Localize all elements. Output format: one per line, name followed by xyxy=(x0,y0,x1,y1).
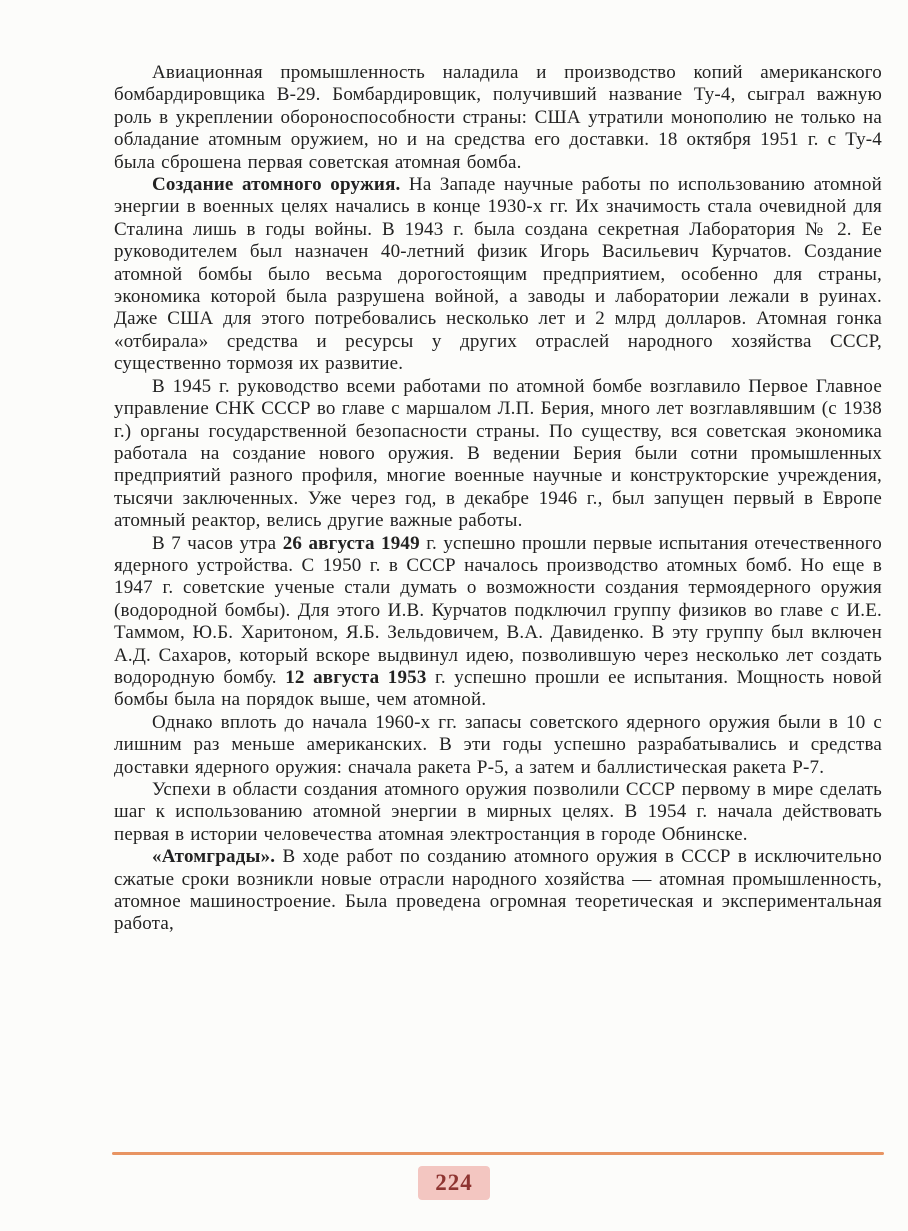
text-segment: г. успешно прошли ее испытания. Мощность новой бомбы была на порядок выше, чем атомной. xyxy=(114,666,882,711)
bold-text-segment: Создание атомного оружия. xyxy=(152,174,401,196)
bold-text-segment: «Атомграды». xyxy=(152,846,276,868)
paragraph xyxy=(114,779,882,846)
paragraph xyxy=(114,174,882,376)
text-segment: Однако вплоть до начала 1960-х гг. запасы советского ядерного оружия были в 10 с лишним раз меньше американских. В эти годы успешно разрабатывались и средства доставки ядерного оружия: сначала ракета Р-5, а затем и баллистическая ракета Р-7. xyxy=(114,711,882,778)
paragraph xyxy=(114,376,882,533)
text-segment: В 7 часов утра xyxy=(152,532,283,554)
text-segment: Авиационная промышленность наладила и производство копий американского бомбардировщика В-29. Бомбардировщик, получивший название Ту-4, сыграл важную роль в укреплении обороноспособности страны: США утратили монополию не только на обладание атомным оружием, но и на средства его доставки. 18 октября 1951 г. с Ту-4 была сброшена первая советская атомная бомба. xyxy=(114,62,882,173)
text-segment: г. успешно прошли первые испытания отечественного ядерного устройства. С 1950 г. в СССР началось производство атомных бомб. Но еще в 1947 г. советские ученые стали думать о возможности создания термоядерного оружия (водородной бомбы). Для этого И.В. Курчатов подключил группу физиков во главе с И.Е. Таммом, Ю.Б. Харитоном, Я.Б. Зельдовичем, В.А. Давиденко. В эту группу был включен А.Д. Сахаров, который вскоре выдвинул идею, позволившую через несколько лет создать водородную бомбу. xyxy=(114,532,882,688)
text-segment: В ходе работ по созданию атомного оружия в СССР в исключительно сжатые сроки возникли новые отрасли народного хозяйства — атомная промышленность, атомное машиностроение. Была проведена огромная теоретическая и экспериментальная работа, xyxy=(114,846,882,935)
text-segment: В 1945 г. руководство всеми работами по атомной бомбе возглавило Первое Главное управление СНК СССР во главе с маршалом Л.П. Берия, много лет возглавлявшим (с 1938 г.) органы государственной безопасности страны. По существу, вся советская экономика работала на создание нового оружия. В ведении Берия были сотни промышленных предприятий разного профиля, многие военные научные и конструкторские учреждения, тысячи заключенных. Уже через год, в декабре 1946 г., был запущен первый в Европе атомный реактор, велись другие важные работы. xyxy=(114,375,882,532)
bold-text-segment: 26 августа 1949 xyxy=(282,532,420,554)
text-segment: Успехи в области создания атомного оружия позволили СССР первому в мире сделать шаг к использованию атомной энергии в мирных целях. В 1954 г. начала действовать первая в истории человечества атомная электростанция в городе Обнинске. xyxy=(114,779,882,845)
paragraph xyxy=(114,712,882,779)
paragraph xyxy=(114,533,882,712)
page-number-badge: 224 xyxy=(418,1166,490,1200)
bold-text-segment: 12 августа 1953 xyxy=(285,666,427,688)
paragraph xyxy=(114,846,882,936)
text-block xyxy=(114,62,882,936)
paragraph xyxy=(114,62,882,174)
footer-rule xyxy=(112,1152,884,1155)
text-segment: На Западе научные работы по использованию атомной энергии в военных целях начались в конце 1930-х гг. Их значимость стала очевидной для Сталина лишь в годы войны. В 1943 г. была создана секретная Лаборатория № 2. Ее руководителем был назначен 40-летний физик Игорь Васильевич Курчатов. Создание атомной бомбы было весьма дорогостоящим предприятием, особенно для страны, экономика которой была разрушена войной, а заводы и лаборатории лежали в руинах. Даже США для этого потребовались несколько лет и 2 млрд долларов. Атомная гонка «отбирала» средства и ресурсы у других отраслей народного хозяйства СССР, существенно тормозя их развитие. xyxy=(114,174,883,375)
